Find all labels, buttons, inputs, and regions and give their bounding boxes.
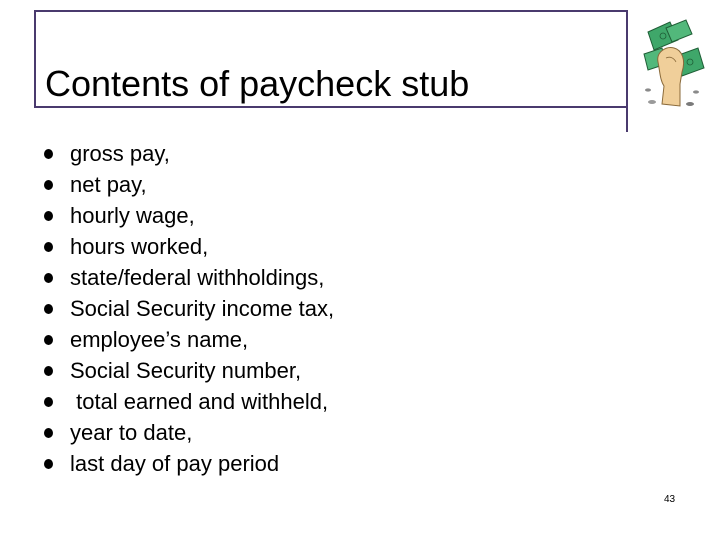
bullet-text: net pay,	[70, 172, 147, 197]
bullet-text: Social Security number,	[70, 358, 302, 383]
hand	[658, 48, 684, 106]
bullet-dot	[44, 459, 53, 469]
bullet-text: state/federal withholdings,	[70, 265, 325, 290]
bullet-text: year to date,	[70, 420, 193, 445]
bullet-dot	[44, 242, 53, 252]
bullet-dot	[44, 428, 53, 438]
slide-title: Contents of paycheck stub	[45, 63, 470, 104]
bullet-dot	[44, 366, 53, 376]
bullet-text: hours worked,	[70, 234, 209, 259]
bullet-text: hourly wage,	[70, 203, 195, 228]
bullet-text: employee’s name,	[70, 327, 249, 352]
page-number: 43	[664, 494, 676, 505]
bullet-text: gross pay,	[70, 141, 170, 166]
bullet-text: last day of pay period	[70, 451, 280, 476]
bullet-dot	[44, 273, 53, 283]
bullet-text: total earned and withheld,	[70, 389, 329, 414]
money-in-hand-icon	[640, 18, 706, 110]
bullet-dot	[44, 180, 53, 190]
bullet-dot	[44, 397, 53, 407]
bullet-dot	[44, 149, 53, 159]
bullet-text: Social Security income tax,	[70, 296, 335, 321]
bullet-dot	[44, 335, 53, 345]
bullet-dot	[44, 211, 53, 221]
bullet-dot	[44, 304, 53, 314]
